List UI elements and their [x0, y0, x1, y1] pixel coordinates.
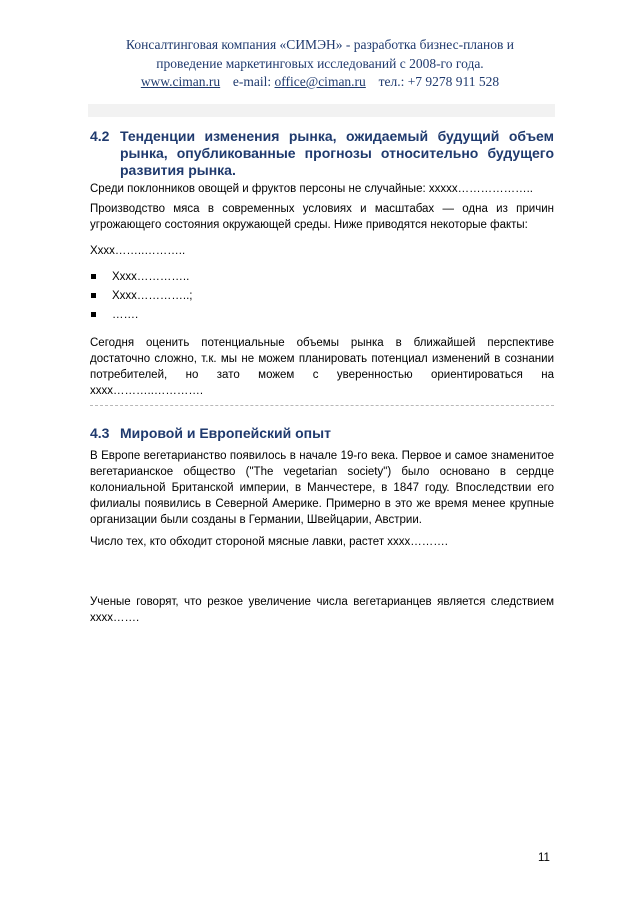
list-item	[90, 307, 554, 323]
page-header	[60, 36, 580, 92]
list-item-text: …….	[112, 309, 139, 321]
bullet-icon	[91, 274, 96, 279]
header-line-2: проведение маркетинговых исследований с 2008-го года.	[156, 55, 484, 71]
paragraph: Сегодня оценить потенциальные объемы рынка в ближайшей перспективе достаточно сложно, т.к. мы не можем планировать потенциал изменений в сознании потребителей, но зато можем с уверенностью ориентироваться на хххх………..………….	[90, 337, 554, 397]
phone-number: тел.: +7 9278 911 528	[378, 74, 500, 89]
section-heading-4-3	[90, 425, 554, 442]
bullet-icon	[91, 293, 96, 298]
paragraph: Хххх……..………..	[90, 245, 186, 257]
paragraph: Ученые говорят, что резкое увеличение числа вегетарианцев является следствием хххх…….	[90, 596, 554, 624]
section-title: Мировой и Европейский опыт	[120, 425, 331, 441]
section-title: Тенденции изменения рынка, ожидаемый будущий объем рынка, опубликованные прогнозы относительно будущего развития рынка.	[120, 128, 554, 178]
bullet-list	[90, 269, 554, 323]
list-item-text: Хххх…………..;	[112, 290, 193, 302]
paragraph: Среди поклонников овощей и фруктов персоны не случайные: ххххх………………..	[90, 183, 534, 195]
list-item	[90, 269, 554, 285]
email-label: e-mail:	[232, 74, 272, 89]
paragraph: В Европе вегетарианство появилось в начале 19-го века. Первое и самое знаменитое вегетарианское общество ("The vegetarian society") было основано в сердце колониальной Британской империи, в Манчестере, в 1847 году. Впоследствии его филиалы появились в Северной Америке. Примерно в это же время менее крупные организации были созданы в Германии, Швейцарии, Австрии.	[90, 450, 554, 526]
list-item	[90, 288, 554, 304]
page-number: 11	[538, 852, 550, 864]
bullet-icon	[91, 312, 96, 317]
section-heading-4-2	[90, 128, 554, 179]
website-link[interactable]: www.ciman.ru	[140, 74, 221, 89]
header-divider-band	[88, 104, 555, 117]
list-item-text: Хххх…………..	[112, 271, 190, 283]
paragraph: Число тех, кто обходит стороной мясные лавки, растет хххх……….	[90, 536, 448, 548]
document-body	[90, 128, 554, 636]
header-line-1: Консалтинговая компания «СИМЭН» - разработка бизнес-планов и	[126, 37, 514, 52]
header-contacts	[60, 73, 580, 92]
section-divider	[90, 405, 554, 407]
section-number: 4.2	[90, 128, 110, 144]
section-number: 4.3	[90, 425, 110, 441]
email-link[interactable]: office@ciman.ru	[274, 74, 366, 89]
paragraph: Производство мяса в современных условиях и масштабах — одна из причин угрожающего состояния окружающей среды. Ниже приводятся некоторые факты:	[90, 203, 554, 231]
